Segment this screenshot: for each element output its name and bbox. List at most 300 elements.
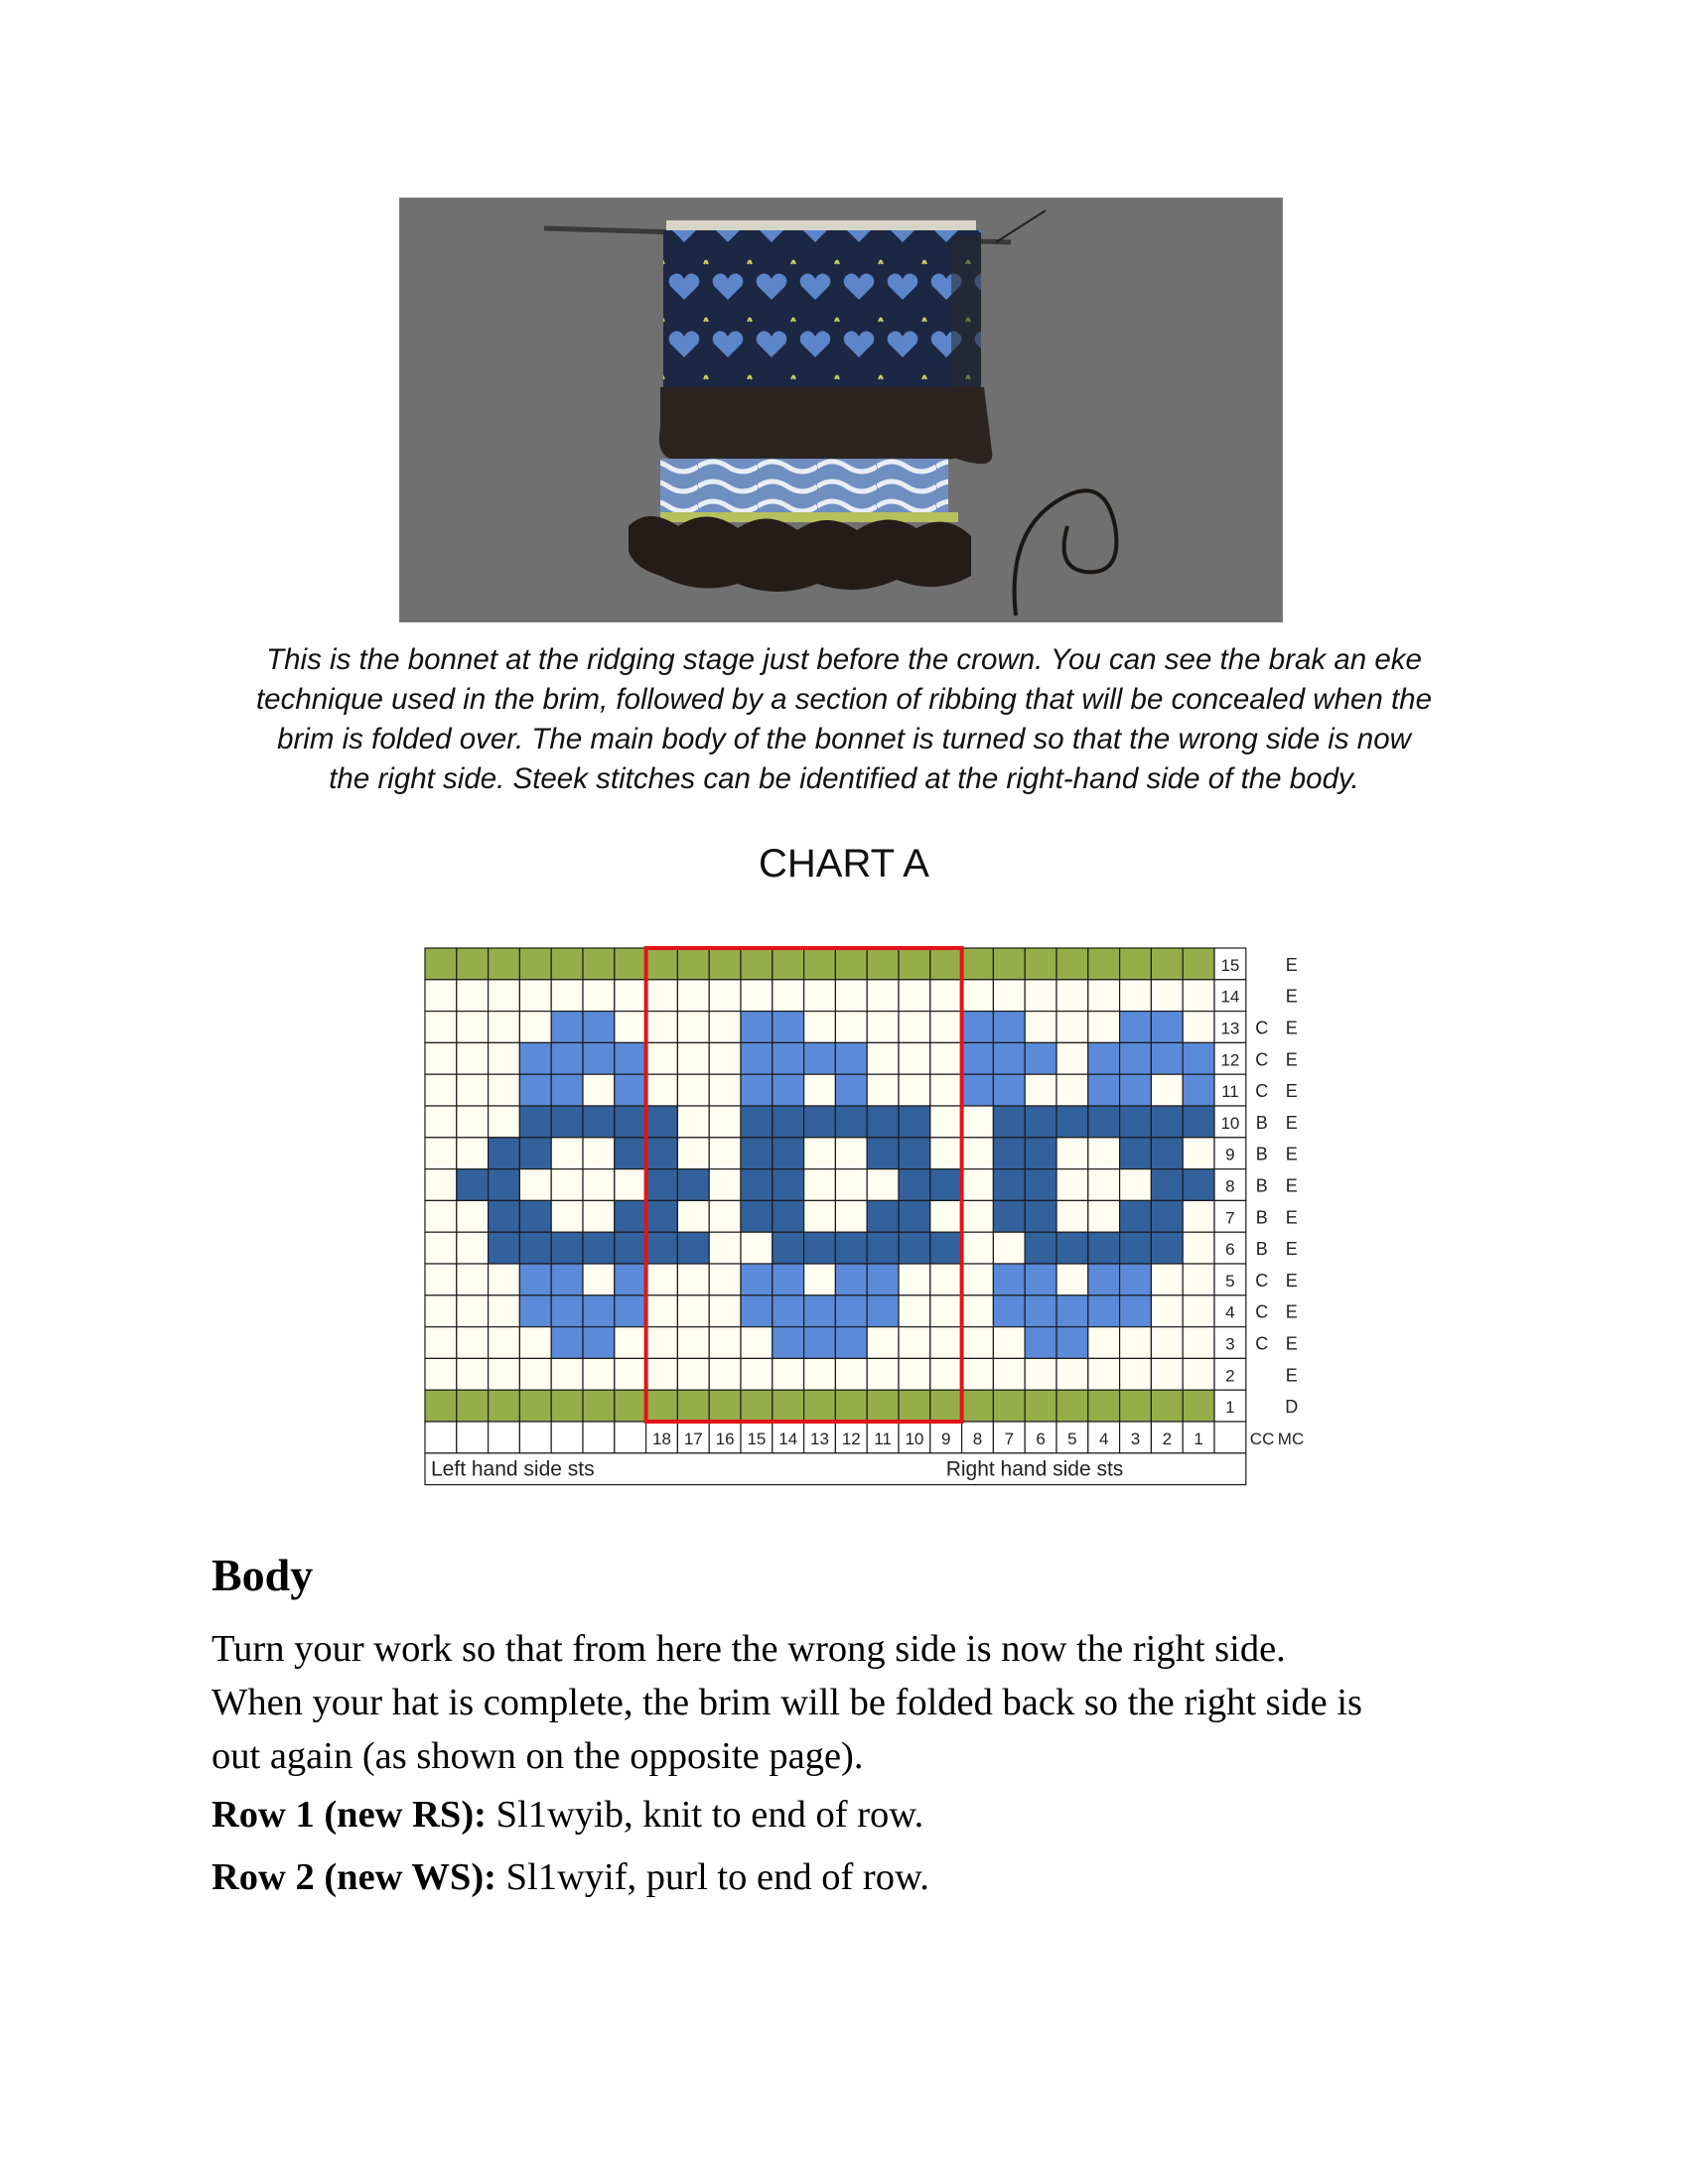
- chart-cell: [1151, 1012, 1183, 1043]
- caption-line: the right side. Steek stitches can be identified at the right-hand side of the body.: [329, 762, 1359, 795]
- chart-cell: [709, 1042, 741, 1074]
- chart-cell: [835, 1169, 867, 1201]
- chart-cell: [709, 1358, 741, 1390]
- chart-cell: [709, 1327, 741, 1359]
- chart-cell: [804, 980, 836, 1012]
- chart-cell: [1151, 1358, 1183, 1390]
- chart-cell: [835, 948, 867, 980]
- chart-cell: [551, 1296, 583, 1327]
- chart-cell: [519, 1232, 551, 1264]
- mc-letter: E: [1285, 986, 1298, 1007]
- chart-cell: [1183, 1012, 1214, 1043]
- chart-cell: [899, 1200, 930, 1232]
- chart-cell: [646, 1138, 678, 1169]
- chart-cell: [741, 948, 773, 980]
- chart-cell: [677, 1012, 709, 1043]
- chart-cell: [425, 1264, 457, 1296]
- paragraph-line: When your hat is complete, the brim will be folded back so the right side is: [211, 1682, 1363, 1723]
- chart-cell: [773, 980, 804, 1012]
- chart-cell: [1056, 1042, 1088, 1074]
- chart-cell: [835, 1327, 867, 1359]
- chart-cell: [615, 1012, 646, 1043]
- chart-cell: [425, 1358, 457, 1390]
- chart-cell: [425, 1390, 457, 1422]
- chart-cell: [1056, 1138, 1088, 1169]
- chart-cell: [1151, 1074, 1183, 1106]
- chart-cell: [741, 1106, 773, 1138]
- chart-cell: [1025, 1042, 1056, 1074]
- chart-cell: [867, 948, 899, 980]
- chart-cell: [835, 1012, 867, 1043]
- mc-letter: E: [1285, 1239, 1298, 1260]
- chart-cell: [741, 1042, 773, 1074]
- chart-cell: [962, 1264, 994, 1296]
- chart-cell: [930, 1232, 962, 1264]
- chart-cell: [804, 1042, 836, 1074]
- chart-cell: [899, 1074, 930, 1106]
- chart-cell: [993, 1327, 1025, 1359]
- chart-cell: [1151, 1169, 1183, 1201]
- cc-letter: B: [1255, 1144, 1268, 1164]
- chart-cell: [519, 1327, 551, 1359]
- chart-cell: [930, 1074, 962, 1106]
- chart-cell: [646, 1074, 678, 1106]
- chart-cell: [867, 980, 899, 1012]
- section-heading: Body: [211, 1550, 314, 1600]
- chart-cell: [709, 1296, 741, 1327]
- chart-cell: [457, 1232, 489, 1264]
- chart-cell: [867, 1138, 899, 1169]
- chart-cell: [1120, 1012, 1152, 1043]
- chart-cell: [709, 1390, 741, 1422]
- chart-cell: [1088, 1169, 1120, 1201]
- stitch-number-cell: [457, 1422, 489, 1453]
- chart-cell: [1056, 1358, 1088, 1390]
- chart-cell: [773, 1296, 804, 1327]
- chart-cell: [425, 1012, 457, 1043]
- chart-cell: [1088, 1042, 1120, 1074]
- chart-cell: [551, 948, 583, 980]
- chart-cell: [709, 1232, 741, 1264]
- chart-cell: [773, 1390, 804, 1422]
- chart-cell: [1151, 980, 1183, 1012]
- stitch-number-cell: [551, 1422, 583, 1453]
- chart-cell: [741, 980, 773, 1012]
- row-number: 11: [1221, 1082, 1239, 1102]
- chart-cell: [551, 1042, 583, 1074]
- chart-cell: [1056, 1012, 1088, 1043]
- chart-cell: [1183, 980, 1214, 1012]
- chart-cell: [425, 1106, 457, 1138]
- chart-cell: [1183, 1327, 1214, 1359]
- chart-cell: [1151, 1106, 1183, 1138]
- chart-cell: [1056, 1232, 1088, 1264]
- chart-cell: [583, 1042, 615, 1074]
- chart-cell: [583, 1138, 615, 1169]
- chart-cell: [867, 1327, 899, 1359]
- chart-cell: [583, 1106, 615, 1138]
- chart-cell: [677, 980, 709, 1012]
- chart-cell: [615, 1138, 646, 1169]
- chart-cell: [1088, 1358, 1120, 1390]
- chart-cell: [741, 1232, 773, 1264]
- chart-cell: [1151, 1390, 1183, 1422]
- row-number: 4: [1225, 1302, 1235, 1322]
- chart-cell: [993, 1296, 1025, 1327]
- chart-cell: [615, 1200, 646, 1232]
- stitch-number-cell: [519, 1422, 551, 1453]
- chart-cell: [930, 948, 962, 980]
- chart-cell: [489, 1358, 520, 1390]
- chart-cell: [899, 1138, 930, 1169]
- chart-cell: [489, 1296, 520, 1327]
- chart-cell: [993, 1200, 1025, 1232]
- chart-cell: [457, 1358, 489, 1390]
- stitch-number: 12: [841, 1429, 861, 1448]
- cc-letter: C: [1255, 1270, 1269, 1291]
- chart-cell: [551, 1138, 583, 1169]
- chart-cell: [677, 1327, 709, 1359]
- chart-cell: [930, 1012, 962, 1043]
- chart-cell: [677, 948, 709, 980]
- chart-cell: [646, 1264, 678, 1296]
- mc-letter: E: [1285, 1018, 1298, 1038]
- chart-cell: [425, 1327, 457, 1359]
- paragraph-line: Turn your work so that from here the wrong side is now the right side.: [211, 1628, 1286, 1670]
- chart-cell: [677, 1200, 709, 1232]
- chart-cell: [804, 1106, 836, 1138]
- chart-cell: [457, 948, 489, 980]
- chart-cell: [709, 980, 741, 1012]
- chart-cell: [646, 1012, 678, 1043]
- chart-cell: [425, 1232, 457, 1264]
- chart-cell: [930, 1327, 962, 1359]
- chart-cell: [1120, 1232, 1152, 1264]
- stitch-number: 7: [1004, 1429, 1015, 1448]
- chart-cell: [962, 1232, 994, 1264]
- chart-cell: [457, 1106, 489, 1138]
- chart-cell: [709, 1138, 741, 1169]
- mc-letter: E: [1285, 1144, 1298, 1164]
- chart-cell: [962, 1138, 994, 1169]
- chart-cell: [1056, 1074, 1088, 1106]
- chart-cell: [835, 1074, 867, 1106]
- chart-cell: [804, 1327, 836, 1359]
- chart-cell: [519, 1169, 551, 1201]
- chart-cell: [551, 1012, 583, 1043]
- row-number: 5: [1225, 1271, 1235, 1291]
- chart-cell: [1088, 1296, 1120, 1327]
- chart-cell: [993, 1390, 1025, 1422]
- chart-cell: [551, 1358, 583, 1390]
- chart-cell: [709, 1200, 741, 1232]
- chart-cell: [709, 1012, 741, 1043]
- chart-cell: [646, 1390, 678, 1422]
- chart-cell: [677, 1358, 709, 1390]
- chart-cell: [1025, 1327, 1056, 1359]
- chart-cell: [867, 1358, 899, 1390]
- chart-cell: [1056, 1390, 1088, 1422]
- chart-cell: [519, 1138, 551, 1169]
- chart-cell: [773, 1169, 804, 1201]
- chart-cell: [583, 1296, 615, 1327]
- row-number: 13: [1220, 1019, 1240, 1038]
- chart-cell: [489, 1042, 520, 1074]
- stitch-number: 18: [652, 1429, 671, 1448]
- caption-line: This is the bonnet at the ridging stage just before the crown. You can see the brak an eke: [266, 643, 1422, 676]
- chart-cell: [962, 1106, 994, 1138]
- chart-cell: [457, 1264, 489, 1296]
- chart-cell: [583, 1012, 615, 1043]
- row-number: 10: [1220, 1113, 1240, 1133]
- row-number: 7: [1225, 1208, 1235, 1228]
- chart-cell: [1025, 1106, 1056, 1138]
- chart-cell: [615, 1232, 646, 1264]
- chart-cell: [804, 1296, 836, 1327]
- chart-cell: [1120, 1074, 1152, 1106]
- chart-cell: [1183, 1042, 1214, 1074]
- chart-cell: [1025, 948, 1056, 980]
- mc-letter: E: [1285, 1112, 1298, 1133]
- mc-letter: E: [1285, 1081, 1298, 1102]
- chart-cell: [709, 1169, 741, 1201]
- chart-cell: [709, 1106, 741, 1138]
- chart-cell: [1183, 1296, 1214, 1327]
- chart-cell: [804, 1232, 836, 1264]
- chart-cell: [646, 1327, 678, 1359]
- chart-cell: [489, 1169, 520, 1201]
- chart-cell: [804, 1012, 836, 1043]
- chart-cell: [930, 1200, 962, 1232]
- chart-cell: [1151, 1296, 1183, 1327]
- chart-cell: [457, 1200, 489, 1232]
- right-side-label: Right hand side sts: [945, 1457, 1124, 1481]
- chart-cell: [551, 1232, 583, 1264]
- chart-cell: [425, 1074, 457, 1106]
- chart-cell: [583, 1169, 615, 1201]
- chart-cell: [519, 1358, 551, 1390]
- chart-cell: [867, 1106, 899, 1138]
- chart-cell: [551, 1200, 583, 1232]
- chart-cell: [489, 1200, 520, 1232]
- chart-cell: [899, 1327, 930, 1359]
- chart-cell: [1025, 1358, 1056, 1390]
- chart-cell: [1183, 1232, 1214, 1264]
- stitch-number: 8: [972, 1429, 983, 1448]
- chart-cell: [962, 948, 994, 980]
- chart-cell: [1151, 948, 1183, 980]
- chart-cell: [930, 1042, 962, 1074]
- chart-cell: [899, 1232, 930, 1264]
- chart-cell: [1151, 1264, 1183, 1296]
- chart-cell: [583, 1390, 615, 1422]
- chart-cell: [425, 1296, 457, 1327]
- chart-cell: [1151, 1042, 1183, 1074]
- chart-cell: [962, 1042, 994, 1074]
- chart-cell: [519, 1042, 551, 1074]
- chart-cell: [1120, 948, 1152, 980]
- chart-cell: [457, 1169, 489, 1201]
- mc-letter: E: [1285, 1175, 1298, 1196]
- row-2-text: Sl1wyif, purl to end of row.: [495, 1856, 929, 1898]
- chart-cell: [709, 1264, 741, 1296]
- chart-cell: [551, 1264, 583, 1296]
- cc-letter: C: [1255, 1301, 1269, 1322]
- chart-cell: [993, 1358, 1025, 1390]
- stitch-number-cell: [489, 1422, 520, 1453]
- chart-cell: [899, 1358, 930, 1390]
- cc-letter: B: [1255, 1239, 1268, 1260]
- chart-cell: [489, 1264, 520, 1296]
- chart-cell: [835, 1264, 867, 1296]
- chart-cell: [835, 1042, 867, 1074]
- mc-letter: E: [1285, 1333, 1298, 1354]
- stitch-number: 10: [905, 1429, 924, 1448]
- chart-cell: [773, 948, 804, 980]
- mc-letter: E: [1285, 1207, 1298, 1228]
- mc-letter: E: [1285, 1270, 1298, 1291]
- chart-cell: [899, 1042, 930, 1074]
- chart-cell: [867, 1200, 899, 1232]
- chart-cell: [457, 1390, 489, 1422]
- chart-cell: [1151, 1232, 1183, 1264]
- stitch-number: 2: [1162, 1429, 1173, 1448]
- knitting-chart: [397, 938, 1305, 1494]
- chart-cell: [930, 1390, 962, 1422]
- mc-letter: E: [1285, 1365, 1298, 1386]
- cc-letter: C: [1255, 1049, 1269, 1070]
- stitch-number: 3: [1130, 1429, 1141, 1448]
- chart-cell: [962, 1074, 994, 1106]
- chart-cell: [519, 1296, 551, 1327]
- chart-cell: [1088, 1327, 1120, 1359]
- chart-cell: [835, 1138, 867, 1169]
- chart-cell: [930, 1106, 962, 1138]
- chart-cell: [1088, 1264, 1120, 1296]
- chart-cell: [519, 1390, 551, 1422]
- chart-cell: [677, 1390, 709, 1422]
- chart-cell: [457, 1327, 489, 1359]
- chart-cell: [1183, 1390, 1214, 1422]
- chart-cell: [677, 1138, 709, 1169]
- cc-letter: C: [1255, 1081, 1269, 1102]
- chart-cell: [773, 1138, 804, 1169]
- row-number: 8: [1225, 1176, 1235, 1196]
- chart-cell: [835, 1358, 867, 1390]
- chart-cell: [867, 1012, 899, 1043]
- row-1-text: Sl1wyib, knit to end of row.: [486, 1794, 924, 1836]
- chart-cell: [583, 1074, 615, 1106]
- chart-cell: [1056, 1296, 1088, 1327]
- chart-cell: [489, 948, 520, 980]
- chart-cell: [615, 1327, 646, 1359]
- chart-cell: [899, 1296, 930, 1327]
- chart-cell: [962, 1200, 994, 1232]
- chart-cell: [899, 1106, 930, 1138]
- stitch-number: 5: [1067, 1429, 1077, 1448]
- chart-cell: [741, 1390, 773, 1422]
- left-side-label: Left hand side sts: [431, 1457, 595, 1481]
- chart-cell: [899, 1390, 930, 1422]
- chart-cell: [677, 1264, 709, 1296]
- chart-cell: [804, 1264, 836, 1296]
- chart-cell: [1183, 1106, 1214, 1138]
- chart-cell: [615, 1106, 646, 1138]
- stitch-number-cell: [425, 1422, 457, 1453]
- chart-cell: [1025, 1169, 1056, 1201]
- chart-cell: [425, 948, 457, 980]
- chart-cell: [993, 1012, 1025, 1043]
- chart-cell: [489, 1106, 520, 1138]
- chart-cell: [1120, 1264, 1152, 1296]
- chart-cell: [583, 1232, 615, 1264]
- stitch-number: 17: [683, 1429, 703, 1448]
- row-number: 3: [1225, 1334, 1235, 1354]
- chart-cell: [899, 980, 930, 1012]
- stitch-number-cell: [615, 1422, 646, 1453]
- chart-cell: [1151, 1200, 1183, 1232]
- row-number: 2: [1225, 1366, 1235, 1386]
- chart-cell: [1056, 1169, 1088, 1201]
- chart-cell: [741, 1012, 773, 1043]
- chart-cell: [1120, 1138, 1152, 1169]
- chart-cell: [867, 1232, 899, 1264]
- chart-cell: [1183, 1264, 1214, 1296]
- chart-cell: [773, 1106, 804, 1138]
- chart-cell: [993, 1169, 1025, 1201]
- chart-cell: [646, 948, 678, 980]
- chart-cell: [615, 1390, 646, 1422]
- chart-cell: [519, 1074, 551, 1106]
- chart-cell: [962, 1296, 994, 1327]
- chart-cell: [583, 1327, 615, 1359]
- chart-cell: [1056, 1264, 1088, 1296]
- row-number: 14: [1220, 987, 1240, 1007]
- chart-cell: [1120, 1390, 1152, 1422]
- chart-cell: [646, 1296, 678, 1327]
- chart-cell: [835, 1106, 867, 1138]
- chart-cell: [804, 1074, 836, 1106]
- cc-letter: B: [1255, 1175, 1268, 1196]
- chart-cell: [519, 1012, 551, 1043]
- chart-cell: [457, 1138, 489, 1169]
- chart-cell: [930, 1138, 962, 1169]
- chart-cell: [930, 980, 962, 1012]
- stitch-number: 1: [1194, 1429, 1203, 1448]
- chart-cell: [993, 1138, 1025, 1169]
- chart-cell: [646, 1358, 678, 1390]
- chart-cell: [867, 1390, 899, 1422]
- chart-cell: [457, 1296, 489, 1327]
- chart-cell: [741, 1200, 773, 1232]
- chart-cell: [1025, 1296, 1056, 1327]
- bonnet-photo: [399, 198, 1283, 622]
- chart-cell: [962, 1390, 994, 1422]
- chart-cell: [551, 1106, 583, 1138]
- chart-cell: [1056, 948, 1088, 980]
- chart-cell: [583, 1264, 615, 1296]
- chart-cell: [867, 1264, 899, 1296]
- chart-cell: [615, 1169, 646, 1201]
- row-1-label: Row 1 (new RS):: [211, 1794, 487, 1836]
- chart-cell: [489, 1390, 520, 1422]
- mc-letter: D: [1285, 1397, 1299, 1418]
- chart-cell: [1025, 1390, 1056, 1422]
- chart-cell: [615, 1042, 646, 1074]
- chart-cell: [583, 980, 615, 1012]
- chart-cell: [993, 948, 1025, 980]
- stitch-number: 11: [874, 1429, 892, 1448]
